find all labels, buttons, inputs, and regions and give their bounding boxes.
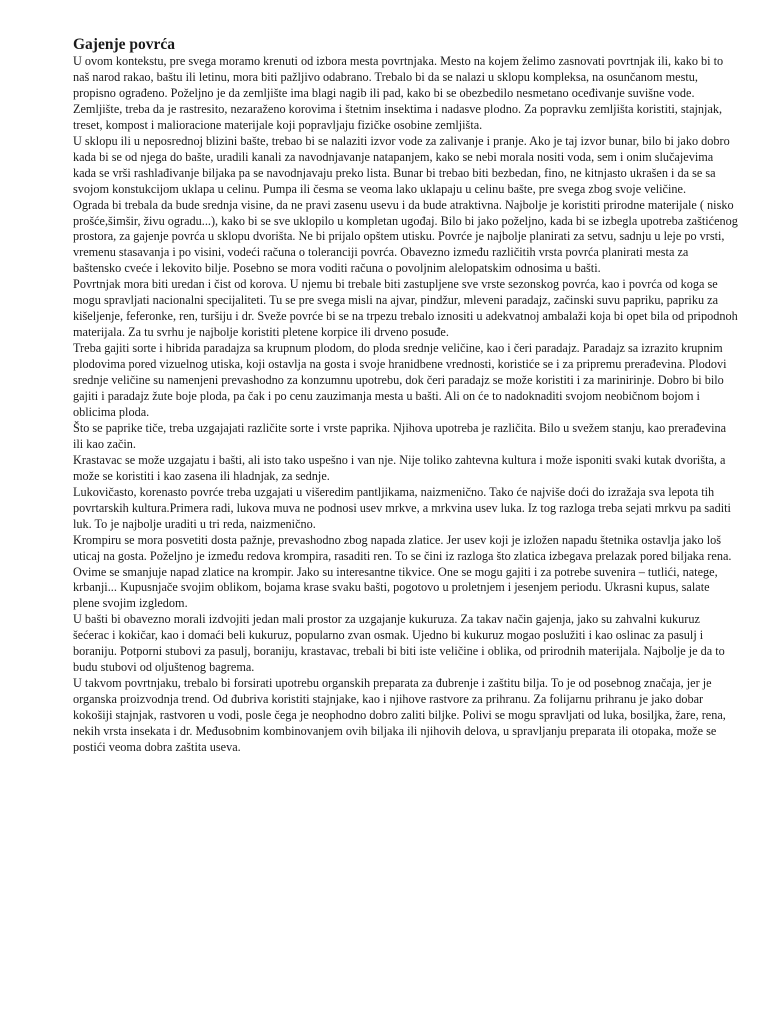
paragraph-corn: U bašti bi obavezno morali izdvojiti jedan mali prostor za uzgajanje kukuruza. Za takav način gajenja, jako su zahvalni kukuruz šećerac i kokičar, kao i domaći beli kukuruz, popularno zvan osmak. Ujedno bi kukuruz mogao poslužiti i kao oslinac za pasulj i boraniju. Potporni stubovi za pasulj, boraniju, krastavac, trebali bi biti iste veličine i oblika, od prirodnih materijala. Najbolje je da to budu stubovi od oljuštenog bagrema. <box>73 612 725 675</box>
paragraph-tomato: Treba gajiti sorte i hibrida paradajza sa krupnum plodom, do ploda srednje veličine, kao i čeri paradajz. Paradajz sa izrazito krupnim plodovima pored vizuelnog utiska, koji ostavlja na gosta i svoje hranidbene vrednosti, koristiće se i za pripremu prerađevina. Plodovi srednje veličine su namenjeni prevashodno za konzumnu upotrebu, dok čeri paradajz se može koristiti i za marinirinje. Dobro bi bilo gajiti i paradajz žute boje ploda, pa čak i po cenu zauzimanja mesta u bašti. Ali on će to nadoknaditi svojom neobičnom bojom i oblicima ploda. <box>73 341 727 419</box>
paragraph-organic: U takvom povrtnjaku, trebalo bi forsirati upotrebu organskih preparata za đubrenje i zaštitu bilja. To je od posebnog značaja, jer je organska proizvodnja trend. Od đubriva koristiti stajnjake, kao i njihove rastvore za prihranu. Za folijarnu prihranu je jako dobar kokošiji stajnjak, rastvoren u vodi, posle čega je neophodno dobro zaliti biljke. Polivi se mogu spravljati od luka, bosiljka, žare, rena, nekih vrsta insekata i dr. Međusobnim kombinovanjem ovih biljaka ili njihovih delova, u spravljanju preparata ili otopaka, može se postići veoma dobra zaštita useva. <box>73 676 726 754</box>
paragraph-pepper: Što se paprike tiče, treba uzgajajati različite sorte i vrste paprika. Njihova upotreba je različita. Bilo u svežem stanju, kao prerađevina ili kao začin. <box>73 420 727 451</box>
document-page <box>73 36 738 756</box>
document-title: Gajenje povrća <box>73 36 176 53</box>
paragraph-water-source: U sklopu ili u neposrednoj blizini bašte, trebao bi se nalaziti izvor vode za zalivanje i pranje. Ako je taj izvor bunar, bilo bi jako dobro kada bi se od njega do bašte, uradili kanali za navodnjavanje natapanjem, kako se nebi morala nositi voda, sem i onim slučajevima kada se vrši rashlađivanje biljaka pa se navodnjavaju preko lista. Bunar bi trebao biti bezbedan, fino, ne kitnjasto ukrašen i da se sa svojom konstukcijom uklapa u celinu. Pumpa ili česma se veoma lako uklapaju u celinu bašte, pre svega zbog svoje veličine. <box>73 133 730 196</box>
paragraph-cucumber: Krastavac se može uzgajatu i bašti, ali isto tako uspešno i van nje. Nije toliko zahtevna kultura i može isponiti svaki kutak dvorišta, a može se koristiti i kao zasena ili hladnjak, za sednje. <box>73 452 726 483</box>
paragraph-potato: Krompiru se mora posvetiti dosta pažnje, prevashodno zbog napada zlatice. Jer usev koji je izložen napadu štetnika ostavlja jako loš uticaj na gosta. Poželjno je između redova krompira, rasaditi ren. To se čini iz razloga što zlatica izbegava prelazak pored biljaka rena. Ovime se smanjuje napad zlatice na krompir. Jako su interesantne tikvice. One se mogu gajiti i za potrebe suvenira – tutlići, natege, krbanji... Kupusnjače svojim oblikom, bojama krase svaku bašti, pogotovo u proletnjem i jesenjem periodu. Ukrasni kupus, salate plene svojim izgledom. <box>73 532 732 611</box>
paragraph-site-selection: U ovom kontekstu, pre svega moramo krenuti od izbora mesta povrtnjaka. Mesto na kojem želimo zasnovati povrtnjak ili, kako bi to naš narod rakao, baštu ili letinu, mora biti pažljivo odabrano. Trebalo bi da se nalazi u sklopu kompleksa, na osunčanom mestu, propisno ograđeno. Poželjno je da zemljište ima blagi nagib ili pad, kako bi se obezbedilo nesmetano oceđivanje suvišne vode. Zemljište, treba da je rastresito, nezaraženo korovima i štetnim insektima i nadasve plodno. Za popravku zemljišta koristiti, stajnjak, treset, kompost i malioracione materijale koji popravljaju fizičke osobine zemljišta. <box>73 54 724 132</box>
paragraph-fence: Ograda bi trebala da bude srednja visine, da ne pravi zasenu usevu i da bude atraktivna. Najbolje je koristiti prirodne materijale ( nisko prošće,šimšir, živu ogradu...), kako bi se sve uklopilo u kompletan ugođaj. Bilo bi jako poželjno, kada bi se izbegla upotreba zaštićenog prostora, za gajenje povrća u sklopu dvorišta. Ne bi prijalo opštem utisku. Povrće je najbolje planirati za setvu, sadnju u leje po vrsti, vremenu stasavanja i po visini, vodeći računa o toleranciji povrća. Obavezno između različitih vrsta povrća planirati mesta za baštensko cveće i lekovito bilje. Posebno se mora voditi računa o povoljnim alelopatskim odnosima u bašti. <box>73 197 738 276</box>
paragraph-root-vegetables: Lukovičasto, korenasto povrće treba uzgajati u višeredim pantljikama, naizmenično. Tako će najviše doći do izražaja sva lepota tih povrtarskih kultura.Primera radi, lukova muva ne podnosi usev mrkve, a mrkvina usev luka. Iz tog razloga treba sejati mrkvu pa saditi luk. To je najbolje uraditi u tri reda, naizmenično. <box>73 484 731 531</box>
paragraph-garden-order: Povrtnjak mora biti uredan i čist od korova. U njemu bi trebale biti zastupljene sve vrste sezonskog povrća, kao i povrća od koga se mogu spravljati nacionalni specijaliteti. Tu se pre svega misli na ajvar, pindžur, mleveni paradajz, začinski suvu papriku, papriku za kišeljenje, feferonke, ren, turšiju i dr. Sveže povrće bi se na trpezu trebalo iznositi u adekvatnoj ambalaži koja bi opet bila od pripodnoh materijala. Za tu svrhu je najbolje koristiti pletene korpice ili drveno posuđe. <box>73 277 738 340</box>
